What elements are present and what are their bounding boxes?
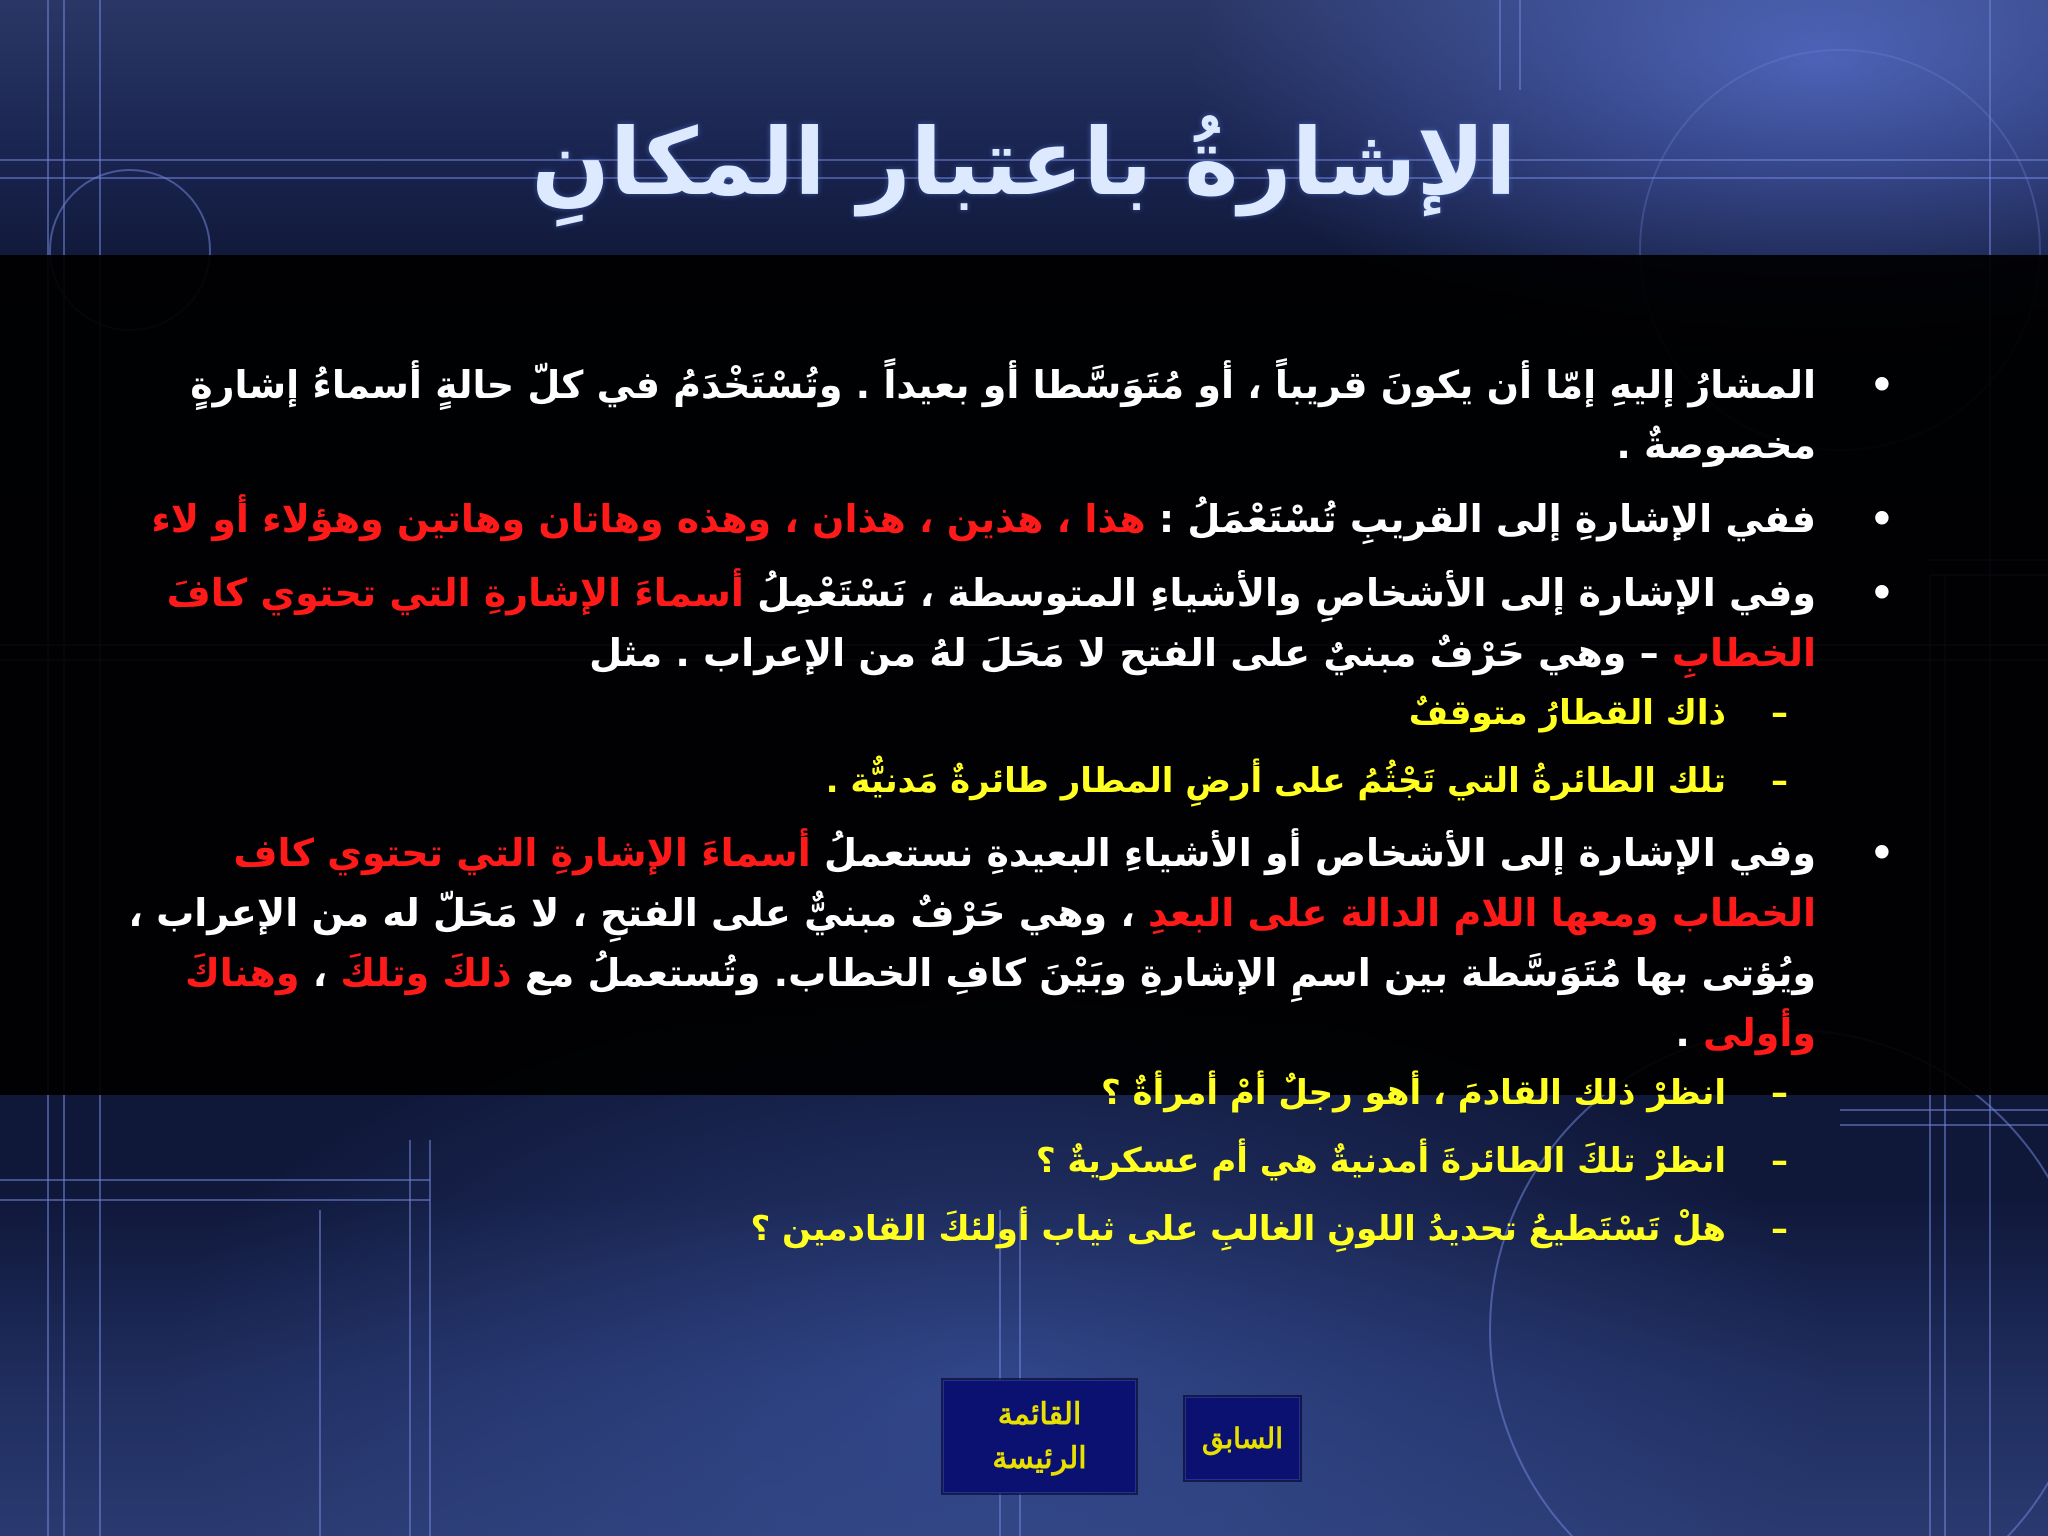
slide-title: الإشارةُ باعتبار المكانِ bbox=[531, 109, 1517, 216]
bullet-item-3 bbox=[126, 563, 1894, 807]
bullet-mark: • bbox=[1869, 363, 1894, 407]
bullet-mark: • bbox=[1869, 571, 1894, 615]
example-list bbox=[126, 1067, 1816, 1255]
dash-mark: – bbox=[1771, 1073, 1788, 1113]
bullet-mark: • bbox=[1869, 497, 1894, 541]
bullet-text-after: ، وهي حَرْفٌ مبنيٌّ على الفتحِ ، لا مَحَلّ له من الإعراب ، ويُؤتى بها مُتَوَسَّطة بين اسمِ الإشارةِ وبَيْنَ كافِ الخطاب. وتُستعملُ مع bbox=[128, 891, 1816, 995]
main-menu-button[interactable] bbox=[943, 1380, 1136, 1493]
main-menu-label-line1: القائمة bbox=[997, 1398, 1082, 1431]
bullet-text: المشارُ إليهِ إمّا أن يكونَ قريباً ، أو مُتَوَسَّطا أو بعيداً . وتُسْتَخْدَمُ في كلّ حالةٍ أسماءُ إشارةٍ مخصوصةٌ . bbox=[190, 363, 1816, 467]
bullet-text: ففي الإشارةِ إلى القريبِ تُسْتَعْمَلُ : bbox=[1145, 497, 1816, 541]
bullet-item-2 bbox=[126, 489, 1894, 549]
bullet-text: وفي الإشارة إلى الأشخاص أو الأشياءِ البعيدةِ نستعملُ bbox=[810, 831, 1816, 875]
dash-mark: – bbox=[1771, 1141, 1788, 1181]
highlight-dhalika-tilka: ذلكَ وتلكَ bbox=[340, 951, 512, 995]
main-menu-label-line2: الرئيسة bbox=[992, 1442, 1087, 1475]
bullet-text-mid: ، bbox=[299, 951, 341, 995]
example-list bbox=[126, 687, 1816, 807]
highlight-near-demonstratives: هذا ، هذين ، هذان ، وهذه وهاتان وهاتين وهؤلاء أو لاء bbox=[151, 497, 1146, 541]
slide-body bbox=[126, 355, 1894, 1271]
highlight-middle-demonstratives: أسماءَ الإشارةِ التي تحتوي كافَ الخطابِ bbox=[166, 571, 1816, 675]
bullet-mark: • bbox=[1869, 831, 1894, 875]
example-text: انظرْ تلكَ الطائرةَ أمدنيةٌ هي أم عسكريةٌ ؟ bbox=[1035, 1141, 1726, 1181]
dash-mark: – bbox=[1771, 761, 1788, 801]
example-item bbox=[126, 1135, 1788, 1187]
example-item bbox=[126, 687, 1788, 739]
example-text: انظرْ ذلك القادمَ ، أهو رجلٌ أمْ أمرأةٌ ؟ bbox=[1100, 1073, 1726, 1113]
bullet-text: وفي الإشارة إلى الأشخاصِ والأشياءِ المتوسطة ، نَسْتَعْمِلُ bbox=[743, 571, 1816, 615]
bullet-text-after: – وهي حَرْفٌ مبنيٌ على الفتح لا مَحَلَ لهُ من الإعراب . مثل bbox=[589, 631, 1672, 675]
example-item bbox=[126, 1203, 1788, 1255]
bullet-text-end: . bbox=[1675, 1011, 1704, 1055]
example-item bbox=[126, 755, 1788, 807]
example-text: تلك الطائرةُ التي تَجْثُمُ على أرضِ المطار طائرةٌ مَدنيٌّة . bbox=[825, 761, 1726, 801]
example-text: هلْ تَسْتَطيعُ تحديدُ اللونِ الغالبِ على ثياب أولئكَ القادمين ؟ bbox=[750, 1209, 1726, 1249]
highlight-hunaka-ula: وهناكَ وأولى bbox=[184, 951, 1816, 1055]
dash-mark: – bbox=[1771, 693, 1788, 733]
example-text: ذاك القطارُ متوقفٌ bbox=[1408, 693, 1726, 733]
bullet-item-4 bbox=[126, 823, 1894, 1255]
bullet-item-1 bbox=[126, 355, 1894, 475]
highlight-far-demonstratives: أسماءَ الإشارةِ التي تحتوي كاف الخطاب ومعها اللام الدالة على البعدِ bbox=[233, 831, 1816, 935]
example-item bbox=[126, 1067, 1788, 1119]
previous-button[interactable]: السابق bbox=[1185, 1397, 1300, 1480]
bullet-list bbox=[126, 355, 1894, 1255]
dash-mark: – bbox=[1771, 1209, 1788, 1249]
